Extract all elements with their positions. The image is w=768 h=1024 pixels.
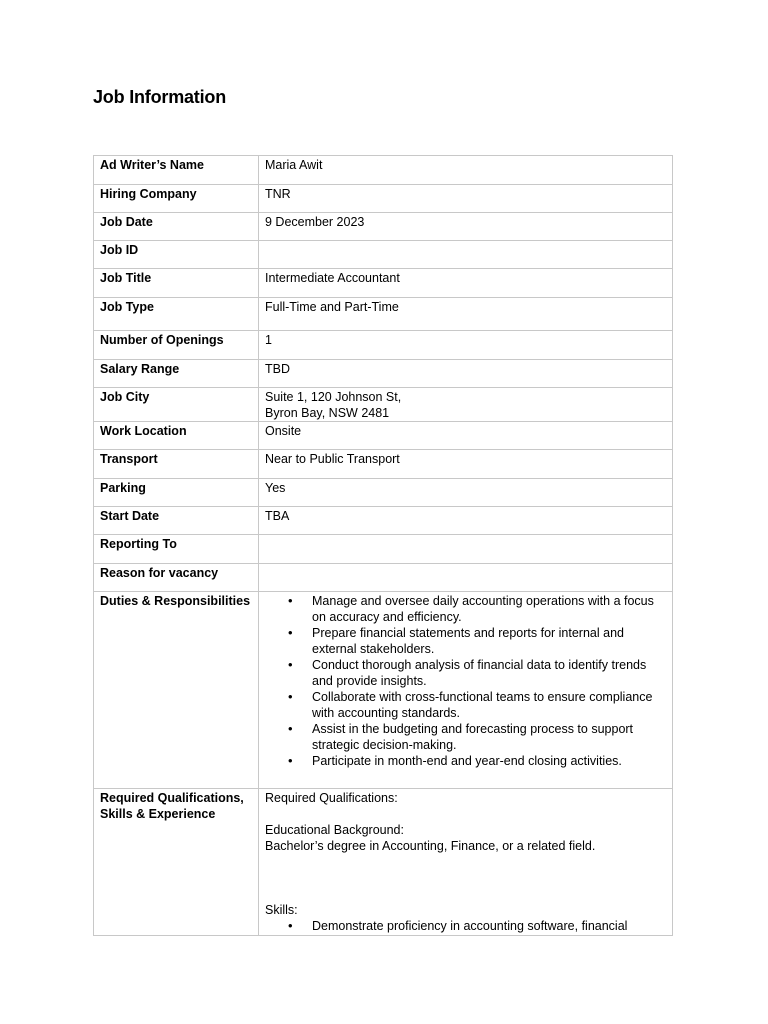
table-row bbox=[94, 422, 673, 450]
page-title: Job Information bbox=[93, 87, 226, 107]
row-label: Job City bbox=[94, 388, 259, 422]
list-item: • Manage and oversee daily accounting operations with a focus on accuracy and efficiency. bbox=[312, 593, 666, 625]
list-item: • Demonstrate proficiency in accounting software, financial bbox=[312, 918, 666, 934]
row-label: Required Qualifications, Skills & Experience bbox=[94, 789, 259, 936]
table-row bbox=[94, 360, 673, 388]
row-label: Reason for vacancy bbox=[94, 564, 259, 592]
table-row bbox=[94, 450, 673, 479]
row-label: Job Date bbox=[94, 213, 259, 241]
list-item: • Collaborate with cross-functional teams to ensure compliance with accounting standards. bbox=[312, 689, 666, 721]
table-row bbox=[94, 479, 673, 507]
duties-list bbox=[265, 593, 666, 769]
row-label: Job Title bbox=[94, 269, 259, 298]
row-label: Salary Range bbox=[94, 360, 259, 388]
list-item: • Assist in the budgeting and forecasting process to support strategic decision-making. bbox=[312, 721, 666, 753]
row-label: Reporting To bbox=[94, 535, 259, 564]
row-value-job-city bbox=[259, 388, 673, 422]
row-label: Number of Openings bbox=[94, 331, 259, 360]
row-label: Work Location bbox=[94, 422, 259, 450]
row-value-ad-writer: Maria Awit bbox=[259, 156, 673, 185]
row-value-reason bbox=[259, 564, 673, 592]
education-heading: Educational Background: bbox=[265, 823, 404, 837]
table-row bbox=[94, 156, 673, 185]
row-value-hiring-company: TNR bbox=[259, 185, 673, 213]
table-row bbox=[94, 564, 673, 592]
table-row bbox=[94, 388, 673, 422]
job-information-table bbox=[93, 155, 673, 936]
row-label: Job ID bbox=[94, 241, 259, 269]
skills-heading: Skills: bbox=[265, 903, 298, 917]
table-row bbox=[94, 298, 673, 331]
row-value-start-date: TBA bbox=[259, 507, 673, 535]
row-value-job-title: Intermediate Accountant bbox=[259, 269, 673, 298]
row-value-job-date: 9 December 2023 bbox=[259, 213, 673, 241]
row-value-job-type: Full-Time and Part-Time bbox=[259, 298, 673, 331]
row-label: Duties & Responsibilities bbox=[94, 592, 259, 789]
row-value-openings: 1 bbox=[259, 331, 673, 360]
table-row bbox=[94, 789, 673, 936]
row-value-work-location: Onsite bbox=[259, 422, 673, 450]
row-value-qualifications bbox=[259, 789, 673, 936]
row-label: Parking bbox=[94, 479, 259, 507]
address-line: Suite 1, 120 Johnson St, bbox=[265, 390, 402, 404]
row-value-job-id bbox=[259, 241, 673, 269]
row-value-duties bbox=[259, 592, 673, 789]
row-value-reporting-to bbox=[259, 535, 673, 564]
row-label: Transport bbox=[94, 450, 259, 479]
row-label: Start Date bbox=[94, 507, 259, 535]
table-row bbox=[94, 269, 673, 298]
row-value-transport: Near to Public Transport bbox=[259, 450, 673, 479]
table-row bbox=[94, 331, 673, 360]
table-row bbox=[94, 592, 673, 789]
row-label: Ad Writer’s Name bbox=[94, 156, 259, 185]
row-label: Job Type bbox=[94, 298, 259, 331]
skills-list bbox=[265, 918, 666, 934]
list-item: • Conduct thorough analysis of financial data to identify trends and provide insights. bbox=[312, 657, 666, 689]
list-item: • Participate in month-end and year-end closing activities. bbox=[312, 753, 666, 769]
table-row bbox=[94, 185, 673, 213]
list-item: • Prepare financial statements and reports for internal and external stakeholders. bbox=[312, 625, 666, 657]
address-line: Byron Bay, NSW 2481 bbox=[265, 406, 390, 420]
education-text: Bachelor’s degree in Accounting, Finance, or a related field. bbox=[265, 839, 596, 853]
row-value-salary: TBD bbox=[259, 360, 673, 388]
row-label: Hiring Company bbox=[94, 185, 259, 213]
table-row bbox=[94, 535, 673, 564]
qualifications-heading: Required Qualifications: bbox=[265, 791, 398, 805]
table-row bbox=[94, 241, 673, 269]
table-row bbox=[94, 507, 673, 535]
table-row bbox=[94, 213, 673, 241]
row-value-parking: Yes bbox=[259, 479, 673, 507]
